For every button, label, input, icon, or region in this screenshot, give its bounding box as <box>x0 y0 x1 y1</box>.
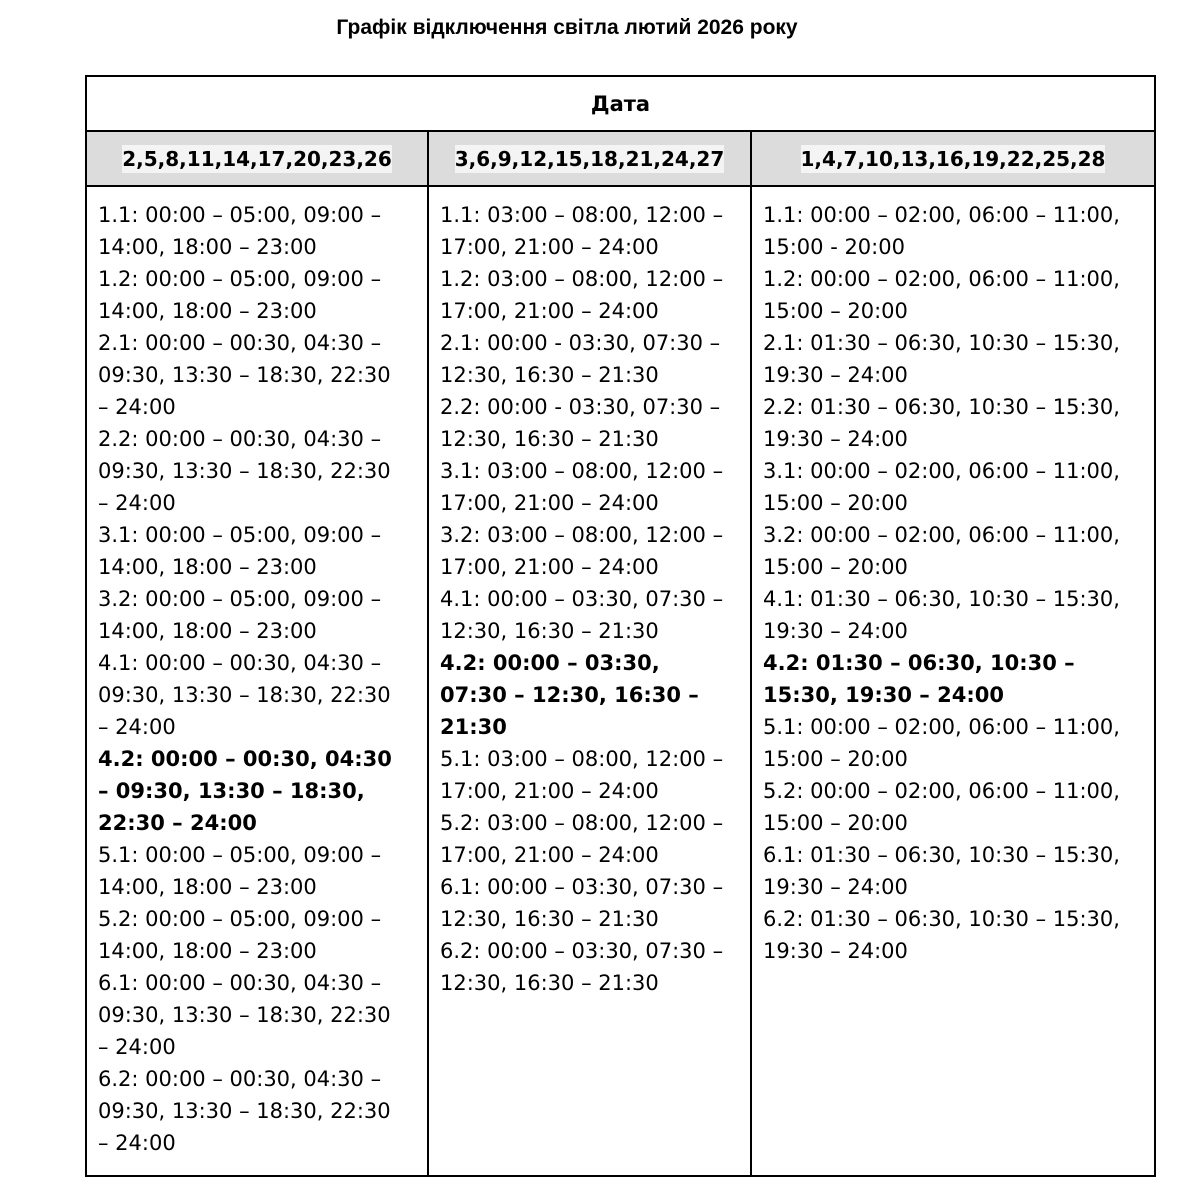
schedule-entry: 1.1: 00:00 – 02:00, 06:00 – 11:00, 15:00 - 20:00 <box>763 203 1120 259</box>
outage-schedule-table <box>85 75 1156 1177</box>
schedule-entry: 5.1: 03:00 – 08:00, 12:00 – 17:00, 21:00 – 24:00 <box>440 747 724 803</box>
schedule-entry: 1.2: 00:00 – 02:00, 06:00 – 11:00, 15:00 – 20:00 <box>763 267 1120 323</box>
schedule-entry: 6.2: 00:00 – 03:30, 07:30 – 12:30, 16:30 – 21:30 <box>440 939 724 995</box>
column-dates-cell <box>86 131 428 186</box>
schedule-list <box>440 199 730 999</box>
column-dates-label: 2,5,8,11,14,17,20,23,26 <box>122 146 392 171</box>
table-header-row <box>86 76 1155 131</box>
column-dates-label: 3,6,9,12,15,18,21,24,27 <box>454 146 725 171</box>
schedule-column <box>428 186 751 1176</box>
column-dates-label: 1,4,7,10,13,16,19,22,25,28 <box>800 146 1106 171</box>
schedule-list <box>98 199 398 1159</box>
schedule-entry: 4.1: 00:00 – 00:30, 04:30 – 09:30, 13:30 – 18:30, 22:30 – 24:00 <box>98 651 391 739</box>
schedule-entry: 3.2: 03:00 – 08:00, 12:00 – 17:00, 21:00 – 24:00 <box>440 523 724 579</box>
schedule-entry: 5.1: 00:00 – 05:00, 09:00 – 14:00, 18:00 – 23:00 <box>98 843 382 899</box>
schedule-entry: 6.2: 00:00 – 00:30, 04:30 – 09:30, 13:30 – 18:30, 22:30 – 24:00 <box>98 1067 391 1155</box>
schedule-entry: 3.2: 00:00 – 05:00, 09:00 – 14:00, 18:00 – 23:00 <box>98 587 382 643</box>
schedule-entry: 1.2: 03:00 – 08:00, 12:00 – 17:00, 21:00 – 24:00 <box>440 267 724 323</box>
schedule-entry: 3.1: 00:00 – 05:00, 09:00 – 14:00, 18:00 – 23:00 <box>98 523 382 579</box>
schedule-entry: 3.1: 03:00 – 08:00, 12:00 – 17:00, 21:00 – 24:00 <box>440 459 724 515</box>
schedule-column <box>86 186 428 1176</box>
schedule-entry: 2.2: 00:00 - 03:30, 07:30 – 12:30, 16:30 – 21:30 <box>440 395 721 451</box>
schedule-list <box>763 199 1133 967</box>
page-title: Графік відключення світла лютий 2026 року <box>336 16 798 39</box>
schedule-entry: 2.2: 00:00 – 00:30, 04:30 – 09:30, 13:30 – 18:30, 22:30 – 24:00 <box>98 427 391 515</box>
schedule-entry: 6.1: 00:00 – 03:30, 07:30 – 12:30, 16:30 – 21:30 <box>440 875 724 931</box>
schedule-entry: 2.1: 00:00 - 03:30, 07:30 – 12:30, 16:30 – 21:30 <box>440 331 721 387</box>
schedule-entry: 3.2: 00:00 – 02:00, 06:00 – 11:00, 15:00 – 20:00 <box>763 523 1120 579</box>
schedule-entry: 4.1: 00:00 – 03:30, 07:30 – 12:30, 16:30 – 21:30 <box>440 587 724 643</box>
schedule-entry: 6.1: 00:00 – 00:30, 04:30 – 09:30, 13:30 – 18:30, 22:30 – 24:00 <box>98 971 391 1059</box>
schedule-entry: 5.2: 00:00 – 02:00, 06:00 – 11:00, 15:00 – 20:00 <box>763 779 1120 835</box>
date-header: Дата <box>86 76 1155 131</box>
schedule-entry: 2.1: 00:00 – 00:30, 04:30 – 09:30, 13:30 – 18:30, 22:30 – 24:00 <box>98 331 391 419</box>
column-dates-cell <box>751 131 1155 186</box>
schedule-entry: 6.1: 01:30 – 06:30, 10:30 – 15:30, 19:30 – 24:00 <box>763 843 1120 899</box>
schedule-entry: 2.1: 01:30 – 06:30, 10:30 – 15:30, 19:30 – 24:00 <box>763 331 1120 387</box>
schedule-entry: 1.2: 00:00 – 05:00, 09:00 – 14:00, 18:00 – 23:00 <box>98 267 382 323</box>
schedule-entry: 4.2: 00:00 – 03:30, 07:30 – 12:30, 16:30 – 21:30 <box>440 651 699 739</box>
schedule-entry: 1.1: 00:00 – 05:00, 09:00 – 14:00, 18:00 – 23:00 <box>98 203 382 259</box>
dates-row <box>86 131 1155 186</box>
schedule-entry: 4.2: 00:00 – 00:30, 04:30 – 09:30, 13:30 – 18:30, 22:30 – 24:00 <box>98 747 392 835</box>
schedule-entry: 1.1: 03:00 – 08:00, 12:00 – 17:00, 21:00 – 24:00 <box>440 203 724 259</box>
schedule-entry: 4.1: 01:30 – 06:30, 10:30 – 15:30, 19:30 – 24:00 <box>763 587 1120 643</box>
schedule-entry: 4.2: 01:30 – 06:30, 10:30 – 15:30, 19:30 – 24:00 <box>763 651 1075 707</box>
schedule-entry: 5.2: 03:00 – 08:00, 12:00 – 17:00, 21:00 – 24:00 <box>440 811 724 867</box>
schedule-entry: 2.2: 01:30 – 06:30, 10:30 – 15:30, 19:30 – 24:00 <box>763 395 1120 451</box>
schedule-entry: 5.2: 00:00 – 05:00, 09:00 – 14:00, 18:00 – 23:00 <box>98 907 382 963</box>
schedule-entry: 6.2: 01:30 – 06:30, 10:30 – 15:30, 19:30 – 24:00 <box>763 907 1120 963</box>
column-dates-cell <box>428 131 751 186</box>
schedule-entry: 5.1: 00:00 – 02:00, 06:00 – 11:00, 15:00 – 20:00 <box>763 715 1120 771</box>
schedule-column <box>751 186 1155 1176</box>
schedule-entry: 3.1: 00:00 – 02:00, 06:00 – 11:00, 15:00 – 20:00 <box>763 459 1120 515</box>
schedule-row <box>86 186 1155 1176</box>
